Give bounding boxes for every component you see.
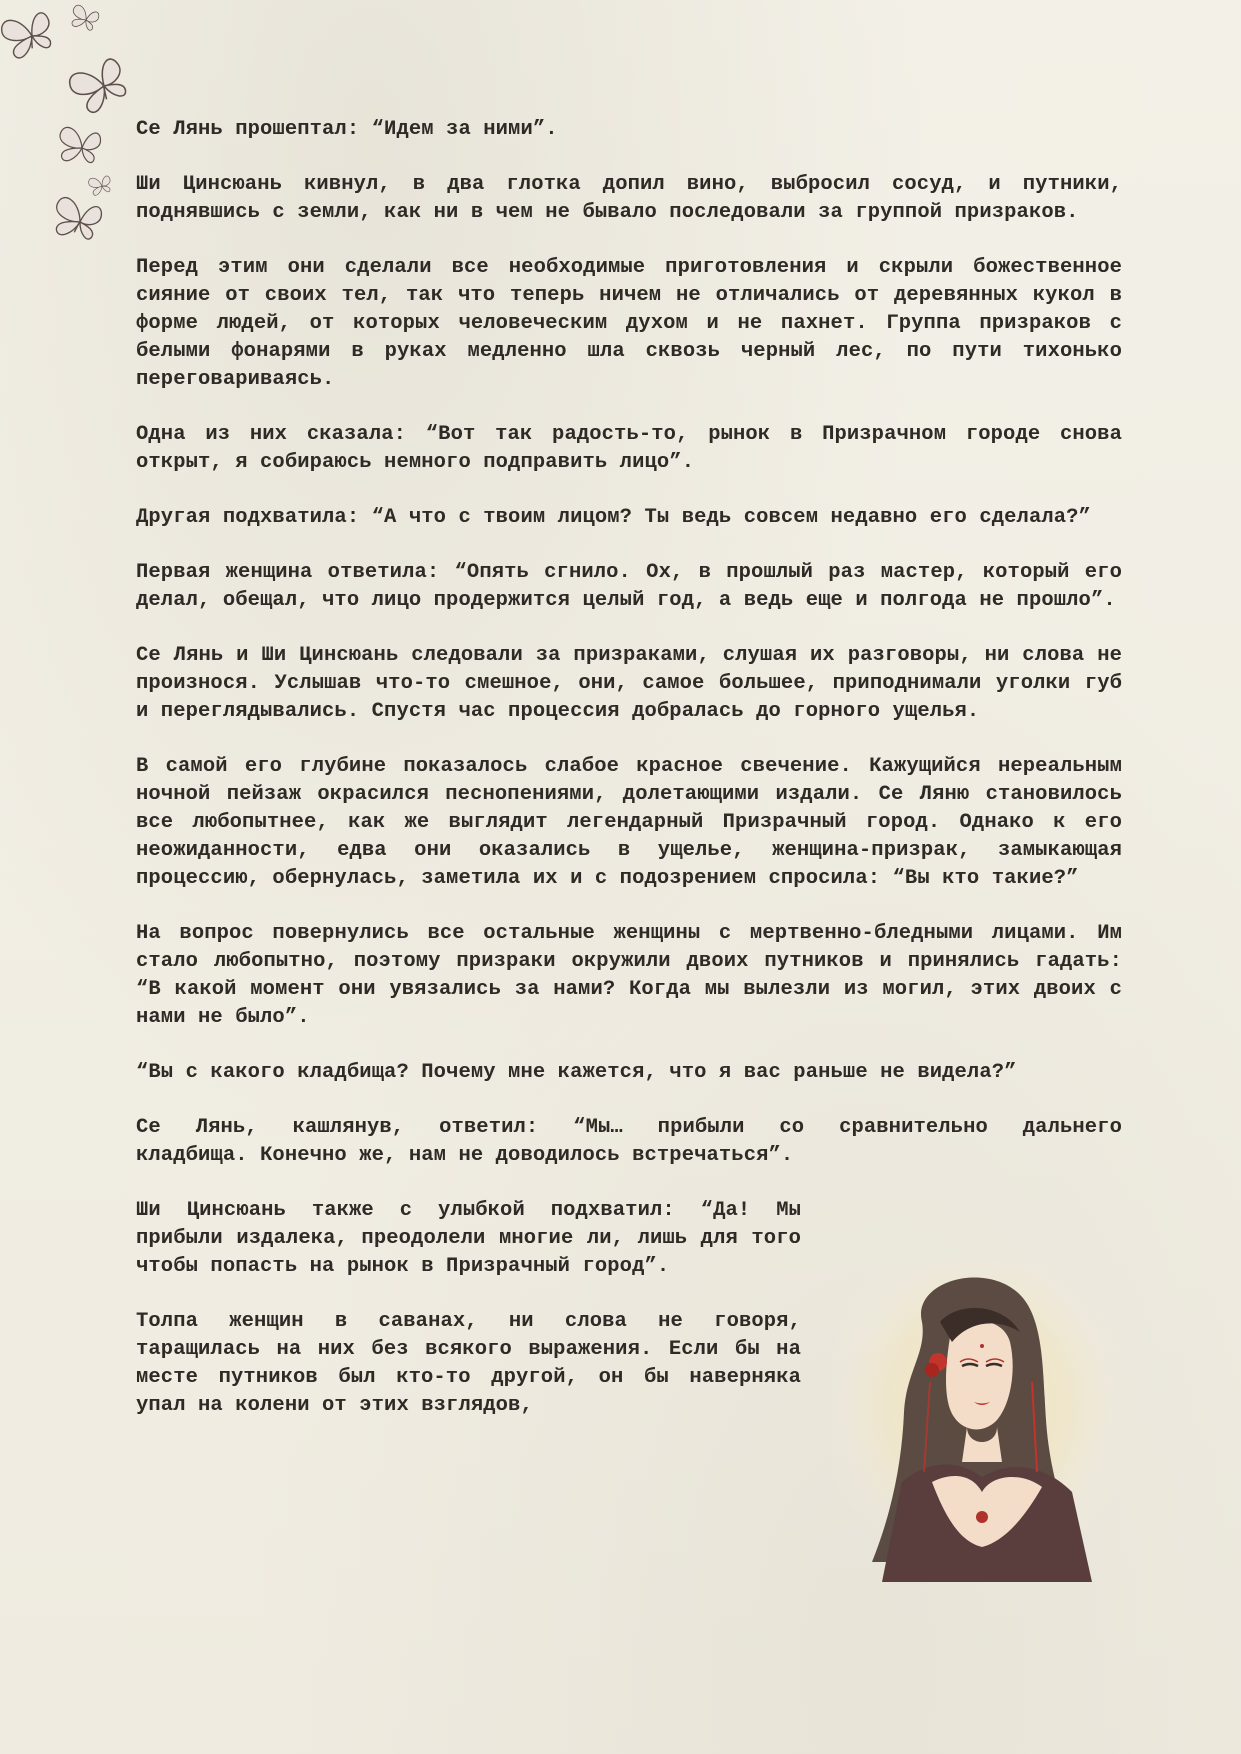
paragraph: Се Лянь прошептал: “Идем за ними”. xyxy=(136,118,558,141)
paragraph: Одна из них сказала: “Вот так радость-то, рынок в Призрачном городе снова открыт, я собираюсь немного подправить лицо”. xyxy=(136,423,1122,474)
paragraph: “Вы с какого кладбища? Почему мне кажется, что я вас раньше не видела?” xyxy=(136,1061,1017,1084)
paragraph: Первая женщина ответила: “Опять сгнило. Ох, в прошлый раз мастер, который его делал, обещал, что лицо продержится целый год, а ведь еще и полгода не прошло”. xyxy=(136,561,1122,612)
paragraph-continuation: кладбища. Конечно же, нам не доводилось встречаться”. xyxy=(136,1144,794,1167)
paragraph: Другая подхватила: “А что с твоим лицом? Ты ведь совсем недавно его сделала?” xyxy=(136,506,1091,529)
text-column xyxy=(136,116,1122,1447)
woman-portrait-illustration xyxy=(832,1262,1122,1582)
paragraph: Се Лянь и Ши Цинсюань следовали за призраками, слушая их разговоры, ни слова не произнося. Услышав что-то смешное, они, самое большее, приподнимали уголки губ и переглядывались. Спустя час процессия добралась до горного ущелья. xyxy=(136,644,1122,723)
butterfly-decoration xyxy=(0,0,150,260)
paragraph-first-line: Се Лянь, кашлянув, ответил: “Мы… прибыли со сравнительно дальнего xyxy=(136,1116,1122,1139)
paragraph: В самой его глубине показалось слабое красное свечение. Кажущийся нереальным ночной пейзаж окрасился песнопениями, долетающими издали. Се Ляню становилось все любопытнее, как же выглядит легендарный Призрачный город. Однако к его неожиданности, едва они оказались в ущелье, женщина-призрак, замыкающая процессию, обернулась, заметила их и с подозрением спросила: “Вы кто такие?” xyxy=(136,755,1122,890)
butterfly-icon xyxy=(50,196,104,244)
butterfly-icon xyxy=(88,175,112,196)
split-paragraph xyxy=(136,1114,1122,1170)
butterfly-icon xyxy=(0,10,56,60)
butterfly-icon xyxy=(56,126,102,166)
paragraph: Перед этим они сделали все необходимые приготовления и скрыли божественное сияние от своих тел, так что теперь ничем не отличались от деревянных кукол в форме людей, от которых человеческим духом и не пахнет. Группа призраков с белыми фонарями в руках медленно шла сквозь черный лес, по пути тихонько переговариваясь. xyxy=(136,256,1122,391)
paragraph: Ши Цинсюань также с улыбкой подхватил: “Да! Мы прибыли издалека, преодолели многие ли, лишь для того чтобы попасть на рынок в Призрачный город”. xyxy=(136,1199,801,1278)
paragraph: Толпа женщин в саванах, ни слова не говоря, таращилась на них без всякого выражения. Если бы на месте путников был кто-то другой, он бы наверняка упал на колени от этих взглядов, xyxy=(136,1310,801,1417)
butterfly-icon xyxy=(68,4,100,33)
paragraph: На вопрос повернулись все остальные женщины с мертвенно-бледными лицами. Им стало любопытно, поэтому призраки окружили двоих путников и принялись гадать: “В какой момент они увязались за нами? Когда мы вылезли из могил, этих двоих с нами не было”. xyxy=(136,922,1122,1029)
butterfly-icon xyxy=(66,56,132,117)
paragraph: Ши Цинсюань кивнул, в два глотка допил вино, выбросил сосуд, и путники, поднявшись с земли, как ни в чем не бывало последовали за группой призраков. xyxy=(136,173,1122,224)
